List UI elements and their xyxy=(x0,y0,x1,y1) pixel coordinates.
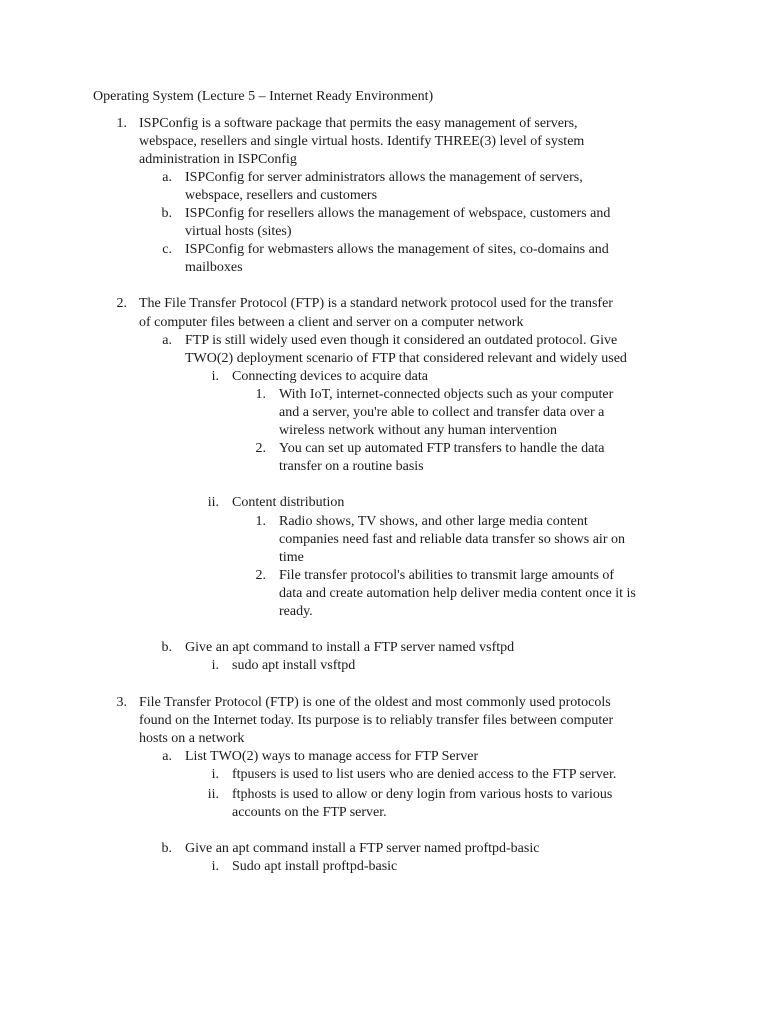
q1-item-text: virtual hosts (sites) xyxy=(185,224,292,239)
q3b-sub-text: Sudo apt install proftpd-basic xyxy=(232,859,398,874)
q1-text-line: webspace, resellers and single virtual hosts. Identify THREE(3) level of system xyxy=(139,134,585,149)
q2a-point-text: data and create automation help deliver media content once it is xyxy=(279,586,636,601)
q2a-point-text: Radio shows, TV shows, and other large media content xyxy=(279,514,588,529)
q1-item-text: ISPConfig for webmasters allows the management of sites, co-domains and xyxy=(185,242,609,257)
q1-text-line: ISPConfig is a software package that permits the easy management of servers, xyxy=(139,116,578,131)
q2a-point-text: wireless network without any human intervention xyxy=(279,423,557,438)
q2a-point-marker: 2. xyxy=(255,568,266,583)
q3a-text: List TWO(2) ways to manage access for FTP Server xyxy=(185,749,479,764)
q3-text-line: hosts on a network xyxy=(139,731,245,746)
q1-text-line: administration in ISPConfig xyxy=(139,152,297,167)
q2a-point-text: and a server, you're able to collect and transfer data over a xyxy=(279,405,605,420)
q3a-sub-text: ftphosts is used to allow or deny login from various hosts to various xyxy=(232,787,613,802)
q3a-marker: a. xyxy=(162,749,172,764)
q2a-sub-marker: i. xyxy=(211,369,219,384)
q3-text-line: found on the Internet today. Its purpose is to reliably transfer files between computer xyxy=(139,713,614,728)
q2-text-line: of computer files between a client and server on a computer network xyxy=(139,315,524,330)
q2a-point-text: transfer on a routine basis xyxy=(279,459,424,474)
q2a-point-marker: 1. xyxy=(255,387,266,402)
q3a-sub-marker: ii. xyxy=(207,787,219,802)
q2a-sub-label: Connecting devices to acquire data xyxy=(232,369,428,384)
q2b-marker: b. xyxy=(161,640,172,655)
q2a-point-text: time xyxy=(279,550,304,565)
q1-number: 1. xyxy=(116,116,127,131)
q1-item-text: mailboxes xyxy=(185,260,243,275)
q2b-sub-marker: i. xyxy=(211,658,219,673)
q3b-text: Give an apt command install a FTP server named proftpd-basic xyxy=(185,841,540,856)
q3b-sub-marker: i. xyxy=(211,859,219,874)
q3-number: 3. xyxy=(116,695,127,710)
q2-text-line: The File Transfer Protocol (FTP) is a standard network protocol used for the transfer xyxy=(139,296,613,311)
q2a-point-marker: 2. xyxy=(255,441,266,456)
q2a-point-text: ready. xyxy=(279,604,313,619)
q2b-text: Give an apt command to install a FTP server named vsftpd xyxy=(185,640,515,655)
q2a-point-text: With IoT, internet-connected objects such as your computer xyxy=(279,387,614,402)
q2a-point-marker: 1. xyxy=(255,514,266,529)
q1-item-marker: b. xyxy=(161,206,172,221)
q2-number: 2. xyxy=(116,296,127,311)
q3a-sub-text: ftpusers is used to list users who are denied access to the FTP server. xyxy=(232,767,617,782)
q2a-text: TWO(2) deployment scenario of FTP that considered relevant and widely used xyxy=(185,351,627,366)
q2a-text: FTP is still widely used even though it considered an outdated protocol. Give xyxy=(185,333,618,348)
q2a-marker: a. xyxy=(162,333,172,348)
q1-item-marker: c. xyxy=(162,242,172,257)
q2a-point-text: File transfer protocol's abilities to transmit large amounts of xyxy=(279,568,615,583)
q2a-sub-marker: ii. xyxy=(207,495,219,510)
q3a-sub-marker: i. xyxy=(211,767,219,782)
q2a-point-text: You can set up automated FTP transfers to handle the data xyxy=(279,441,605,456)
q3a-sub-text: accounts on the FTP server. xyxy=(232,805,387,820)
q3-text-line: File Transfer Protocol (FTP) is one of the oldest and most commonly used protocols xyxy=(139,695,611,710)
q1-item-text: ISPConfig for server administrators allows the management of servers, xyxy=(185,170,583,185)
q3b-marker: b. xyxy=(161,841,172,856)
q1-item-text: webspace, resellers and customers xyxy=(185,188,378,203)
document-title: Operating System (Lecture 5 – Internet Ready Environment) xyxy=(93,89,434,104)
q2a-sub-label: Content distribution xyxy=(232,495,345,510)
q1-item-marker: a. xyxy=(162,170,172,185)
q2a-point-text: companies need fast and reliable data transfer so shows air on xyxy=(279,532,625,547)
q1-item-text: ISPConfig for resellers allows the management of webspace, customers and xyxy=(185,206,611,221)
q2b-sub-text: sudo apt install vsftpd xyxy=(232,658,356,673)
